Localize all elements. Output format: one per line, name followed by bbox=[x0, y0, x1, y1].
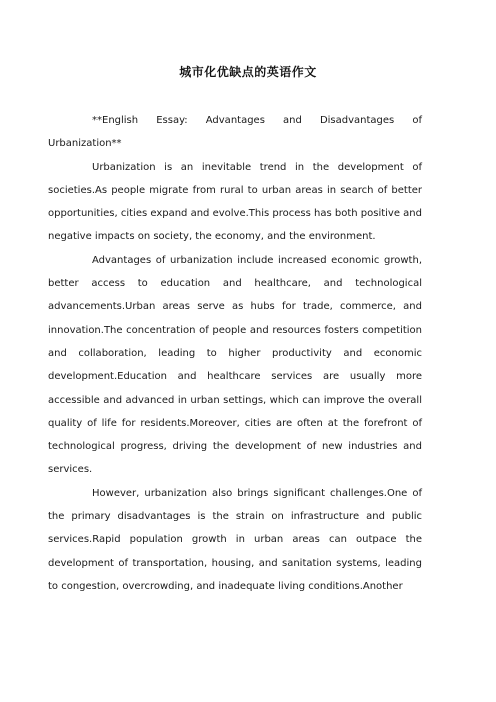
essay-body bbox=[48, 109, 422, 598]
document-title: 城市化优缺点的英语作文 bbox=[179, 65, 317, 79]
essay-heading: **English Essay: Advantages and Disadvantages of Urbanization** bbox=[48, 115, 422, 150]
paragraph-1: Urbanization is an inevitable trend in the development of societies.As people migrate from rural to urban areas in search of better opportunities, cities expand and evolve.This process has both positive and negative impacts on society, the economy, and the environment. bbox=[48, 161, 422, 243]
paragraph-2: Advantages of urbanization include increased economic growth, better access to education and healthcare, and technological advancements.Urban areas serve as hubs for trade, commerce, and innovation.The concentration of people and resources fosters competition and collaboration, leading to higher productivity and economic development.Education and healthcare services are usually more accessible and advanced in urban settings, which can improve the overall quality of life for residents.Moreover, cities are often at the forefront of technological progress, driving the development of new industries and services. bbox=[48, 254, 422, 476]
paragraph-3: However, urbanization also brings significant challenges.One of the primary disadvantages is the strain on infrastructure and public services.Rapid population growth in urban areas can outpace the development of transportation, housing, and sanitation systems, leading to congestion, overcrowding, and inadequate living conditions.Another bbox=[48, 487, 422, 592]
